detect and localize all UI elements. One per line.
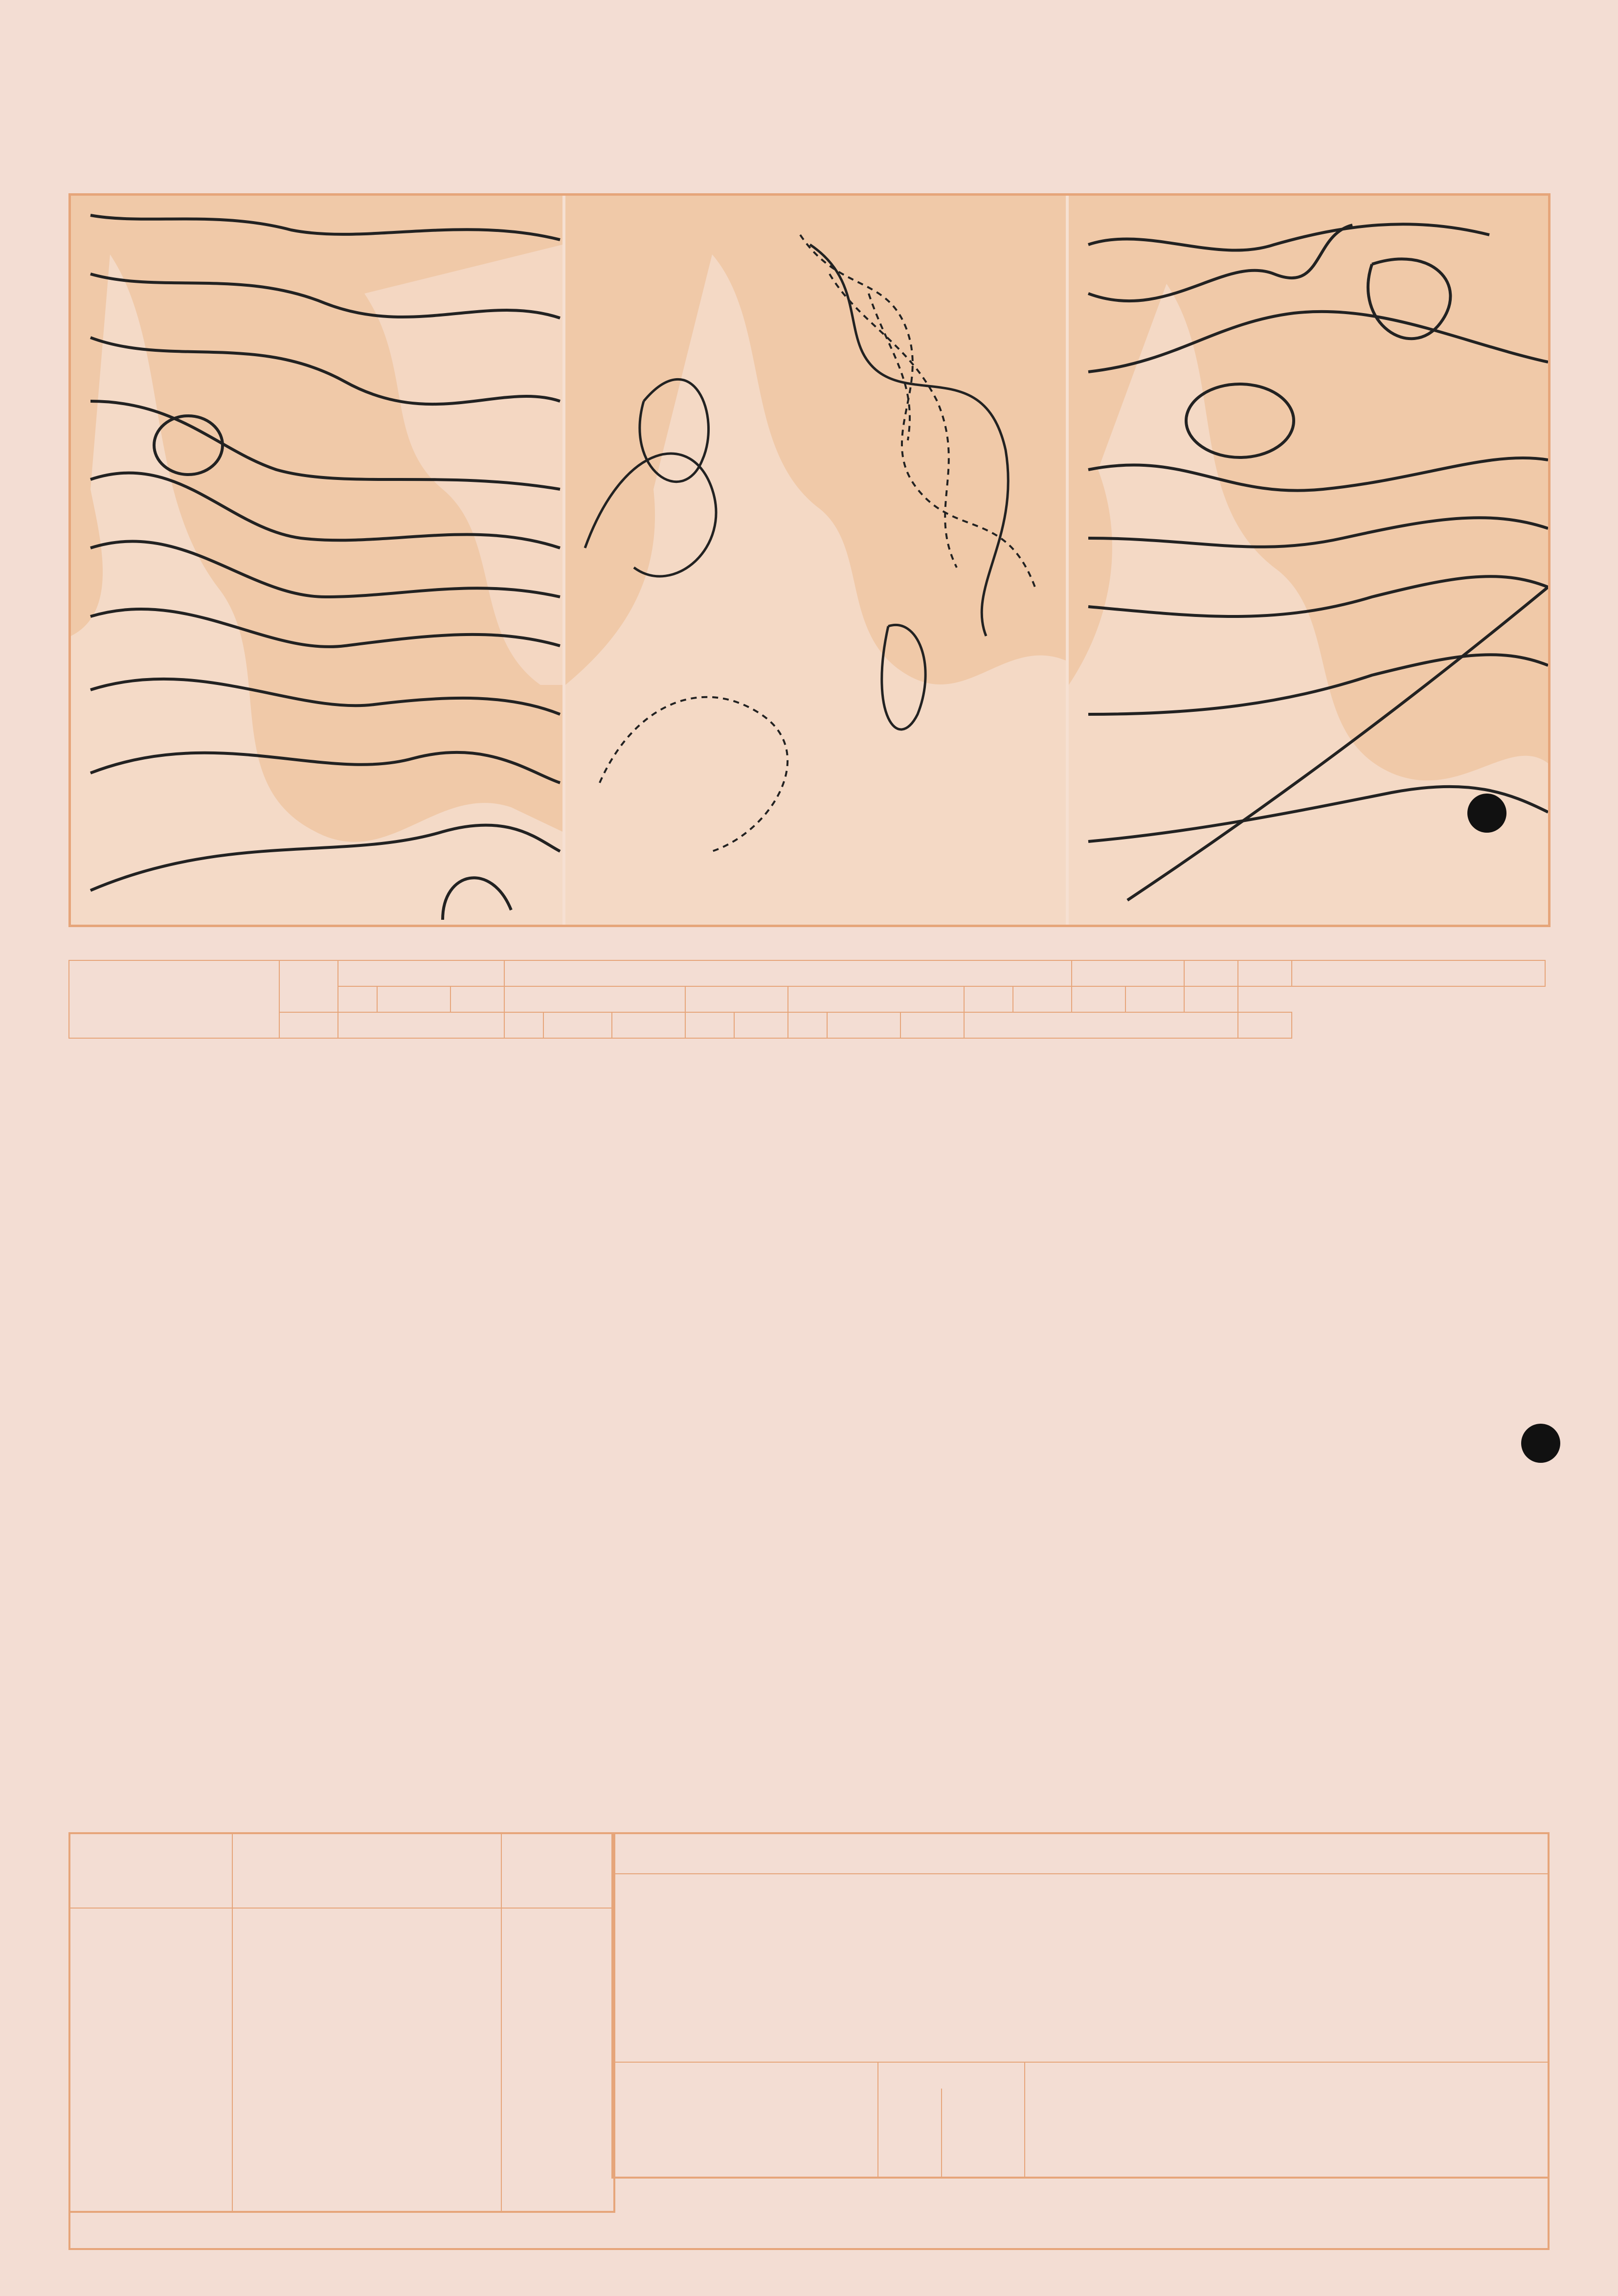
map-pressure-change bbox=[565, 196, 1066, 925]
th-temp3 bbox=[788, 1012, 827, 1038]
th-seehoehe bbox=[279, 960, 338, 1012]
th-wetter1 bbox=[450, 986, 504, 1012]
th-temp1 bbox=[338, 986, 377, 1012]
punch-hole-bottom bbox=[1521, 1424, 1560, 1463]
th-m bbox=[279, 1012, 338, 1038]
th-13uhr bbox=[788, 986, 964, 1012]
th-sonne bbox=[1238, 960, 1292, 986]
th-d3 bbox=[1072, 986, 1125, 1012]
th-schnee bbox=[1238, 1012, 1292, 1038]
map-500mb bbox=[71, 196, 562, 925]
th-wind2 bbox=[543, 1012, 612, 1038]
th-obs bbox=[69, 960, 279, 1038]
soil-temp-block bbox=[68, 1832, 615, 2213]
th-spacer2 bbox=[964, 1012, 1238, 1038]
th-wind3 bbox=[827, 1012, 900, 1038]
th-d2 bbox=[1013, 986, 1072, 1012]
th-nieder bbox=[1292, 960, 1545, 986]
th-mb bbox=[685, 1012, 734, 1038]
punch-hole-top bbox=[1467, 794, 1506, 833]
th-temp2 bbox=[504, 1012, 543, 1038]
th-7uhr bbox=[504, 986, 685, 1012]
observation-table bbox=[68, 960, 1546, 1039]
th-day1 bbox=[338, 960, 504, 986]
th-spacer1 bbox=[338, 1012, 504, 1038]
th-d5 bbox=[1184, 986, 1238, 1012]
th-wind1 bbox=[377, 986, 450, 1012]
th-wetter3 bbox=[900, 1012, 964, 1038]
th-hoechste bbox=[1072, 960, 1184, 986]
th-day2 bbox=[504, 960, 1072, 986]
weather-maps bbox=[68, 193, 1551, 927]
th-tiefste-boden bbox=[1184, 960, 1238, 986]
th-luftdruck bbox=[685, 986, 788, 1012]
map-pressure-change-svg bbox=[565, 196, 1066, 925]
map-500mb-svg bbox=[71, 196, 562, 925]
th-d1 bbox=[964, 986, 1013, 1012]
remarks-block bbox=[68, 2175, 1550, 2250]
th-wetter2 bbox=[612, 1012, 685, 1038]
th-d4 bbox=[1125, 986, 1184, 1012]
atmosphere-block bbox=[611, 1832, 1550, 2179]
th-mm bbox=[734, 1012, 788, 1038]
